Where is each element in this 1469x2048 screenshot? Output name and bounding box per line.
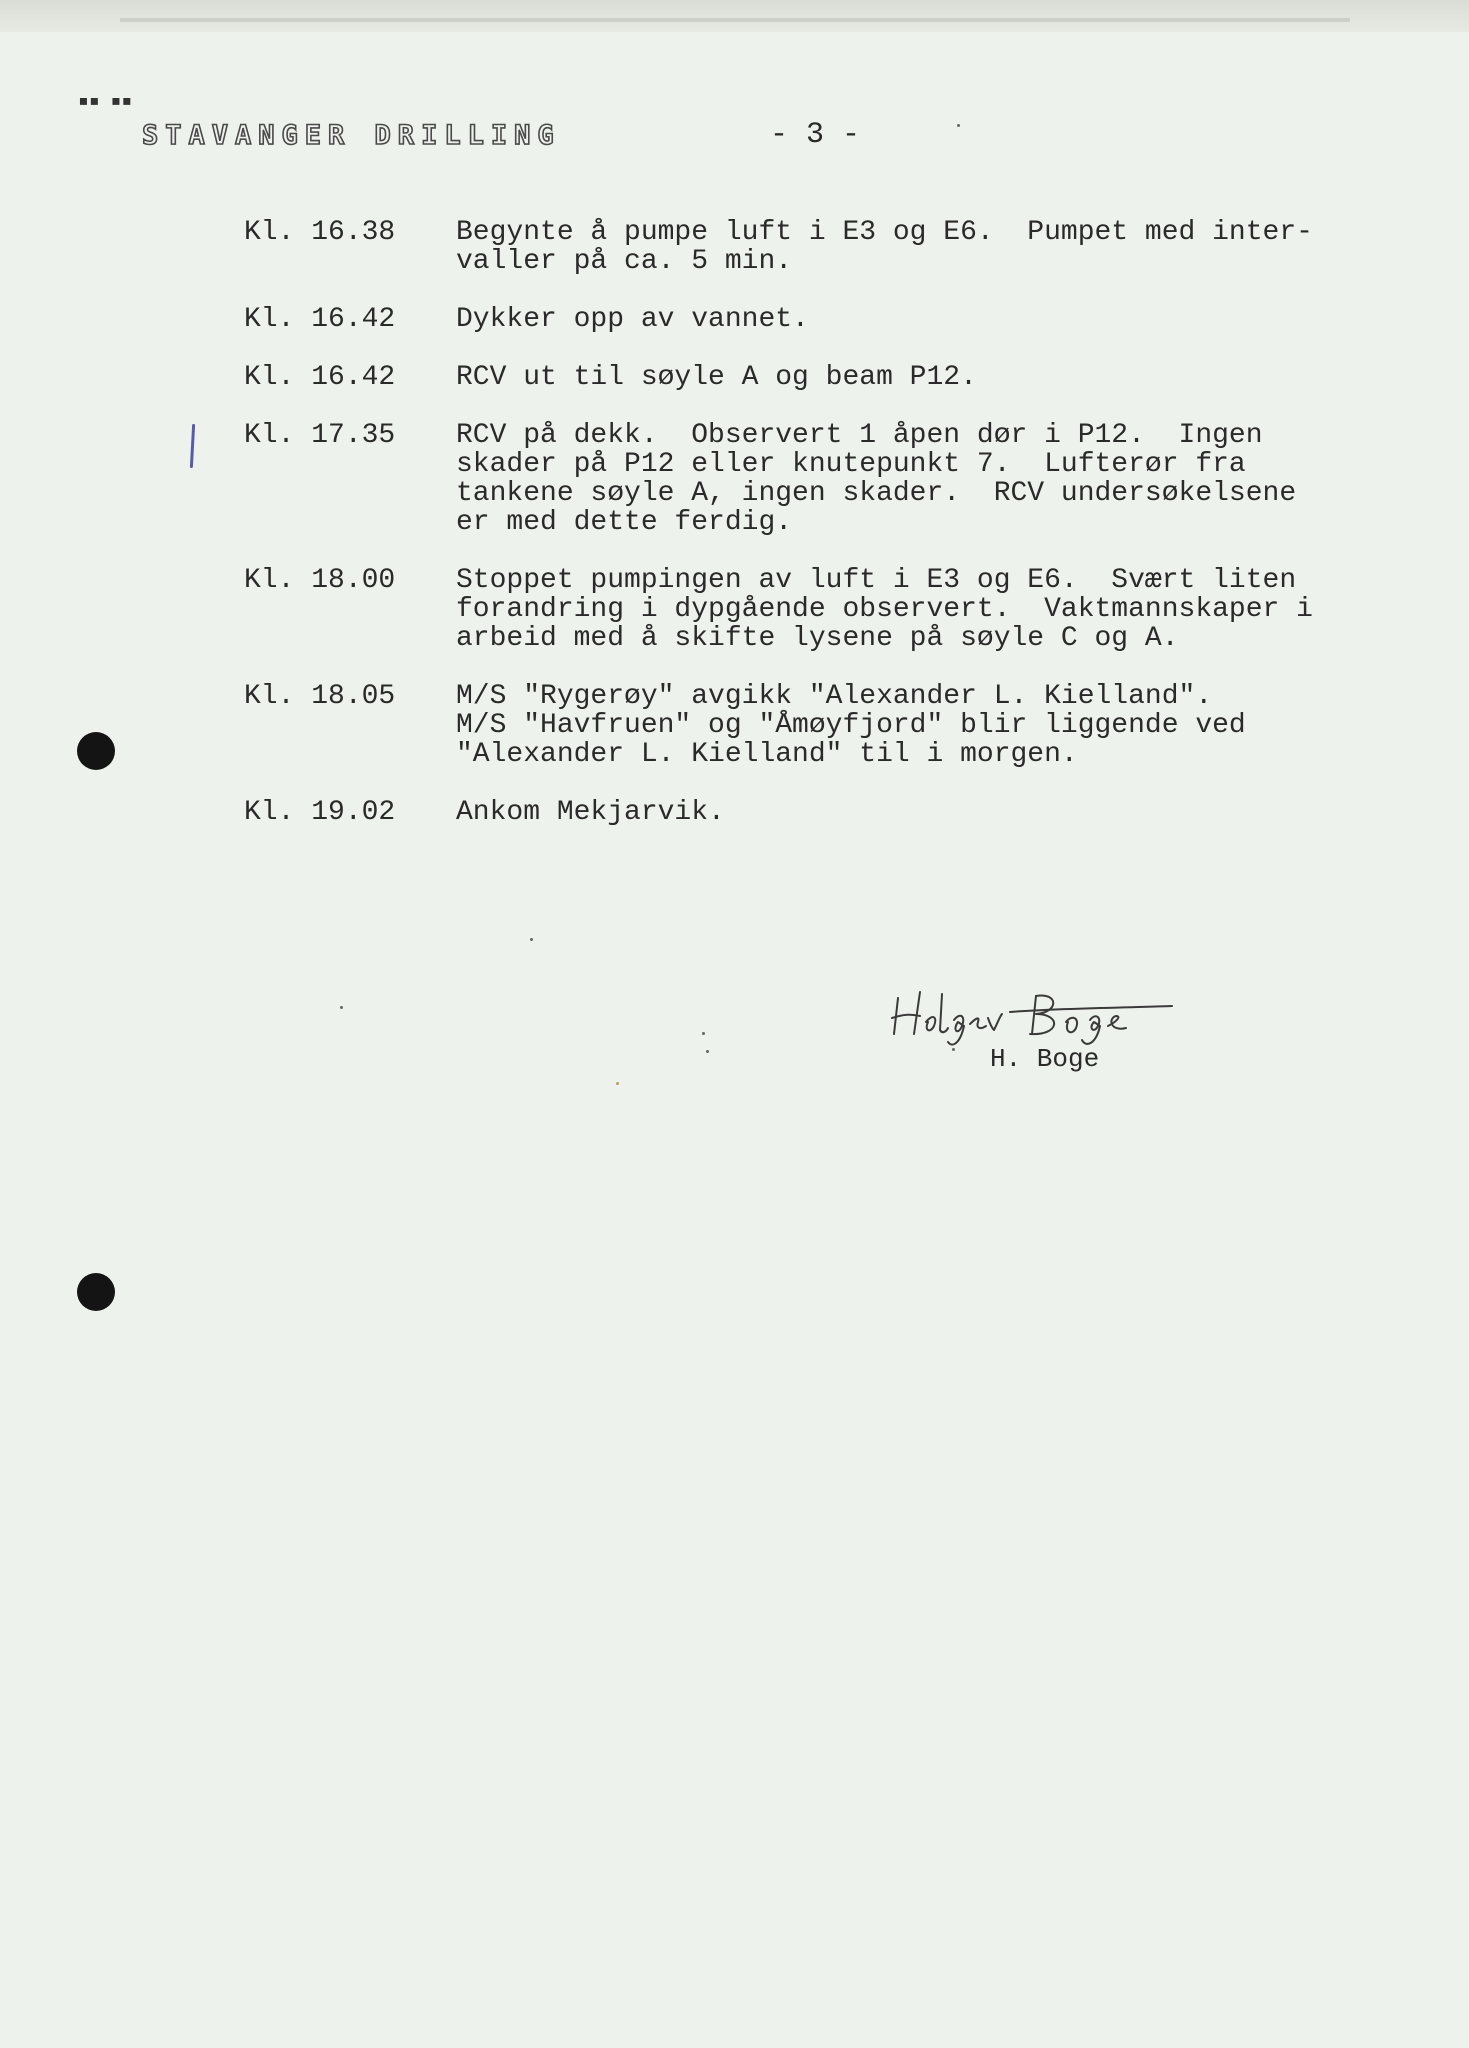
entry-text xyxy=(456,421,1364,537)
entry-text xyxy=(456,566,1364,653)
entry-line: Ankom Mekjarvik. xyxy=(456,797,725,828)
entry-line: tankene søyle A, ingen skader. RCV undersøkelsene xyxy=(456,478,1297,509)
log-entry xyxy=(244,305,1364,334)
punch-hole xyxy=(77,732,115,770)
entry-line: arbeid med å skifte lysene på søyle C og A. xyxy=(456,623,1179,654)
entry-text xyxy=(456,682,1364,769)
log-entry xyxy=(244,682,1364,769)
entry-text xyxy=(456,218,1364,276)
company-letterhead: STAVANGER DRILLING xyxy=(142,120,561,151)
entry-line: skader på P12 eller knutepunkt 7. Lufterør fra xyxy=(456,449,1246,480)
corner-marks: ▪▪ ▪▪ xyxy=(78,90,133,111)
scan-speck xyxy=(957,124,960,127)
scan-speck xyxy=(952,1048,955,1051)
scan-speck xyxy=(706,1050,709,1053)
entry-time: Kl. 17.35 xyxy=(244,420,396,451)
log-entry xyxy=(244,363,1364,392)
entry-line: Begynte å pumpe luft i E3 og E6. Pumpet med inter- xyxy=(456,217,1313,248)
log-entries xyxy=(244,218,1364,856)
entry-line: er med dette ferdig. xyxy=(456,507,793,538)
scan-top-edge xyxy=(0,0,1469,32)
log-entry xyxy=(244,421,1364,537)
entry-line: M/S "Havfruen" og "Åmøyfjord" blir liggende ved xyxy=(456,710,1246,741)
entry-line: RCV på dekk. Observert 1 åpen dør i P12. Ingen xyxy=(456,420,1263,451)
log-entry xyxy=(244,218,1364,276)
entry-line: "Alexander L. Kielland" til i morgen. xyxy=(456,739,1078,770)
entry-text xyxy=(456,305,1364,334)
entry-time: Kl. 16.38 xyxy=(244,217,396,248)
entry-time: Kl. 18.00 xyxy=(244,565,396,596)
entry-time: Kl. 16.42 xyxy=(244,304,396,335)
entry-time: Kl. 18.05 xyxy=(244,681,396,712)
scan-edge-line xyxy=(120,18,1350,22)
scan-speck xyxy=(702,1032,705,1035)
page-number: - 3 - xyxy=(770,118,861,152)
scan-speck xyxy=(616,1082,619,1085)
entry-line: Dykker opp av vannet. xyxy=(456,304,809,335)
entry-time: Kl. 16.42 xyxy=(244,362,396,393)
entry-line: M/S "Rygerøy" avgikk "Alexander L. Kielland". xyxy=(456,681,1213,712)
entry-text xyxy=(456,798,1364,827)
entry-time: Kl. 19.02 xyxy=(244,797,396,828)
entry-text xyxy=(456,363,1364,392)
entry-line: Stoppet pumpingen av luft i E3 og E6. Svært liten xyxy=(456,565,1297,596)
entry-line: RCV ut til søyle A og beam P12. xyxy=(456,362,977,393)
margin-pen-mark xyxy=(190,424,195,468)
punch-hole xyxy=(77,1273,115,1311)
entry-line: forandring i dypgående observert. Vaktmannskaper i xyxy=(456,594,1313,625)
scan-speck xyxy=(530,938,533,941)
scan-speck xyxy=(340,1006,343,1009)
log-entry xyxy=(244,798,1364,827)
log-entry xyxy=(244,566,1364,653)
entry-line: valler på ca. 5 min. xyxy=(456,246,793,277)
signer-name: H. Boge xyxy=(990,1044,1100,1074)
